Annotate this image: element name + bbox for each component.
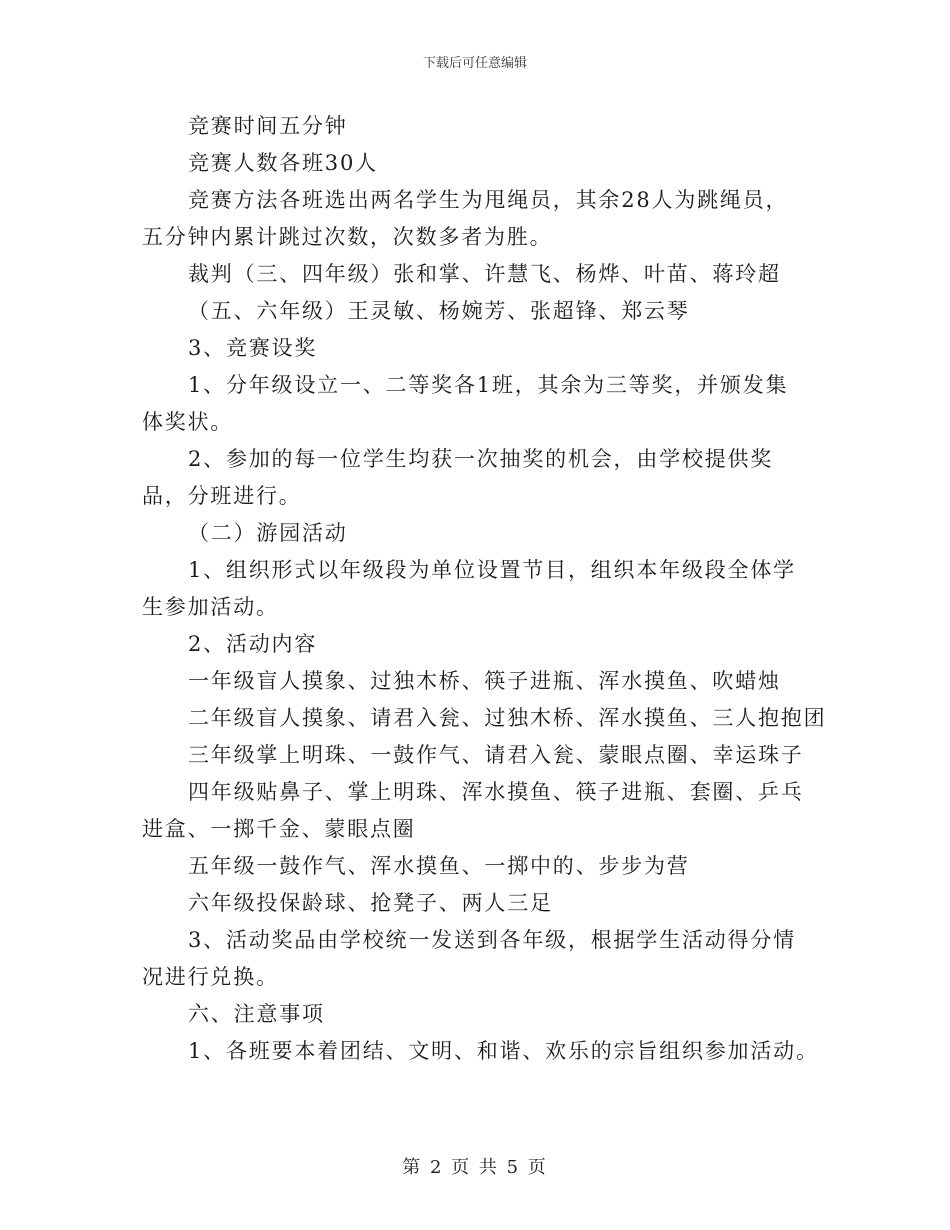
paragraph-contest-count: 竞赛人数各班30人 <box>188 151 378 175</box>
page-header: 下载后可任意编辑 <box>422 56 527 71</box>
paragraph-grade-5: 五年级一鼓作气、浑水摸鱼、一掷中的、步步为营 <box>188 854 690 878</box>
paragraph-contest-time: 竞赛时间五分钟 <box>188 114 348 138</box>
paragraph-notes-heading: 六、注意事项 <box>188 1002 325 1026</box>
paragraph-notes-1: 1、各班要本着团结、文明、和谐、欢乐的宗旨组织参加活动。 <box>188 1039 819 1063</box>
paragraph-awards-2: 2、参加的每一位学生均获一次抽奖的机会，由学校提供奖品，分班进行。 <box>142 447 774 508</box>
paragraph-garden-form: 1、组织形式以年级段为单位设置节目，组织本年级段全体学生参加活动。 <box>142 558 796 619</box>
paragraph-judges-34: 裁判（三、四年级）张和掌、许慧飞、杨烨、叶苗、蒋玲超 <box>188 262 781 286</box>
paragraph-grade-2: 二年级盲人摸象、请君入瓮、过独木桥、浑水摸鱼、三人抱抱团 <box>188 706 827 730</box>
paragraph-garden-content-heading: 2、活动内容 <box>188 632 318 656</box>
paragraph-judges-56: （五、六年级）王灵敏、杨婉芳、张超锋、郑云琴 <box>188 299 690 323</box>
paragraph-grade-4: 四年级贴鼻子、掌上明珠、浑水摸鱼、筷子进瓶、套圈、乒乓进盒、一掷千金、蒙眼点圈 <box>142 780 804 841</box>
page-footer: 第 2 页 共 5 页 <box>402 1157 548 1178</box>
paragraph-garden-heading: （二）游园活动 <box>188 521 348 545</box>
paragraph-grade-3: 三年级掌上明珠、一鼓作气、请君入瓮、蒙眼点圈、幸运珠子 <box>188 743 804 767</box>
paragraph-contest-method: 竞赛方法各班选出两名学生为甩绳员，其余28人为跳绳员，五分钟内累计跳过次数，次数多者为胜。 <box>142 188 789 249</box>
paragraph-grade-6: 六年级投保龄球、抢凳子、两人三足 <box>188 891 553 915</box>
paragraph-awards-heading: 3、竞赛设奖 <box>188 336 318 360</box>
paragraph-prizes: 3、活动奖品由学校统一发送到各年级，根据学生活动得分情况进行兑换。 <box>142 928 796 989</box>
document-body <box>142 108 827 1070</box>
paragraph-awards-1: 1、分年级设立一、二等奖各1班，其余为三等奖，并颁发集体奖状。 <box>142 373 789 434</box>
paragraph-grade-1: 一年级盲人摸象、过独木桥、筷子进瓶、浑水摸鱼、吹蜡烛 <box>188 669 781 693</box>
